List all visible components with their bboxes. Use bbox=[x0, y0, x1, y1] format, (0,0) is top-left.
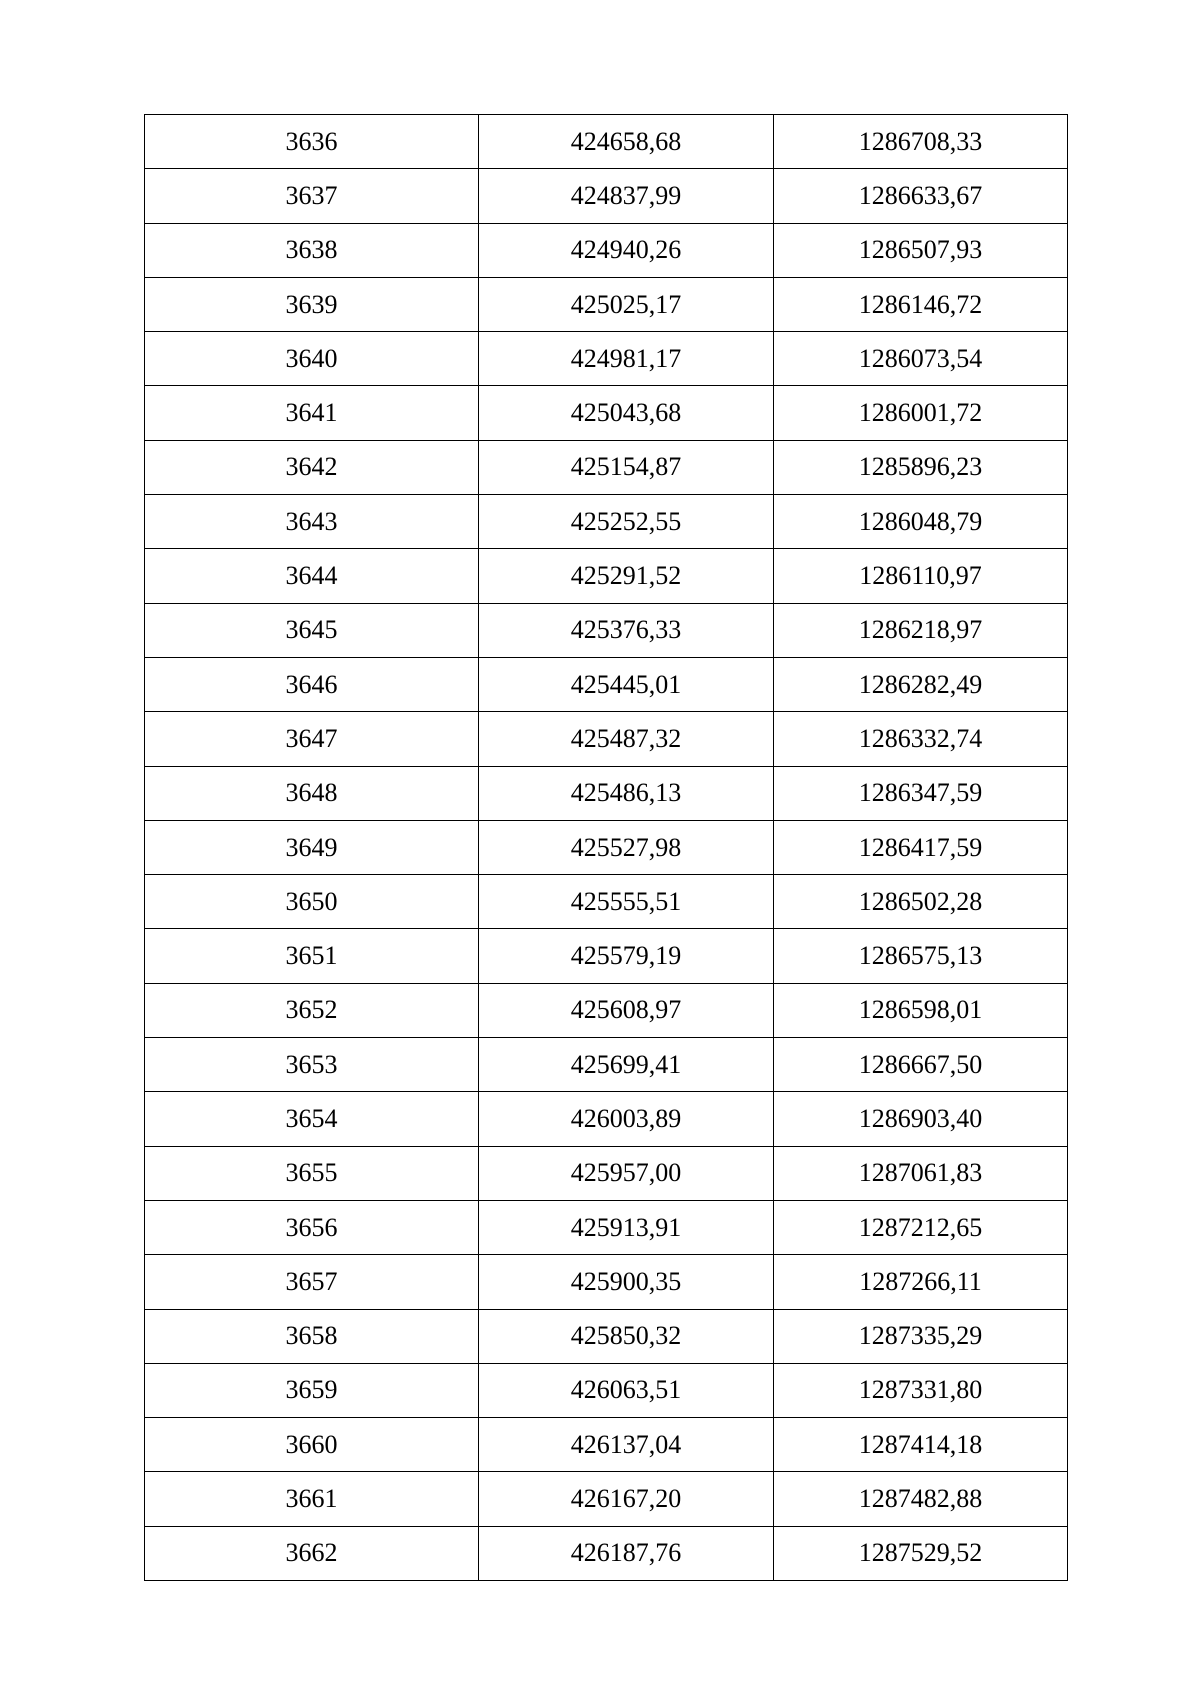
y-coordinate-cell: 1286110,97 bbox=[774, 549, 1068, 603]
coordinates-table-body bbox=[145, 115, 1068, 1581]
x-coordinate-cell: 425850,32 bbox=[479, 1309, 774, 1363]
x-coordinate-cell: 425445,01 bbox=[479, 657, 774, 711]
point-number-cell: 3658 bbox=[145, 1309, 479, 1363]
point-number-cell: 3643 bbox=[145, 495, 479, 549]
table-row bbox=[145, 332, 1068, 386]
table-row bbox=[145, 766, 1068, 820]
y-coordinate-cell: 1286598,01 bbox=[774, 983, 1068, 1037]
y-coordinate-cell: 1287482,88 bbox=[774, 1472, 1068, 1526]
table-row bbox=[145, 929, 1068, 983]
point-number-cell: 3654 bbox=[145, 1092, 479, 1146]
x-coordinate-cell: 425376,33 bbox=[479, 603, 774, 657]
table-row bbox=[145, 440, 1068, 494]
table-row bbox=[145, 875, 1068, 929]
table-row bbox=[145, 386, 1068, 440]
point-number-cell: 3636 bbox=[145, 115, 479, 169]
table-row bbox=[145, 820, 1068, 874]
point-number-cell: 3659 bbox=[145, 1363, 479, 1417]
point-number-cell: 3642 bbox=[145, 440, 479, 494]
x-coordinate-cell: 425043,68 bbox=[479, 386, 774, 440]
table-row bbox=[145, 657, 1068, 711]
point-number-cell: 3650 bbox=[145, 875, 479, 929]
y-coordinate-cell: 1286708,33 bbox=[774, 115, 1068, 169]
y-coordinate-cell: 1286218,97 bbox=[774, 603, 1068, 657]
x-coordinate-cell: 425579,19 bbox=[479, 929, 774, 983]
y-coordinate-cell: 1286048,79 bbox=[774, 495, 1068, 549]
y-coordinate-cell: 1287335,29 bbox=[774, 1309, 1068, 1363]
point-number-cell: 3661 bbox=[145, 1472, 479, 1526]
point-number-cell: 3660 bbox=[145, 1418, 479, 1472]
x-coordinate-cell: 425154,87 bbox=[479, 440, 774, 494]
y-coordinate-cell: 1286146,72 bbox=[774, 277, 1068, 331]
table-row bbox=[145, 277, 1068, 331]
x-coordinate-cell: 425900,35 bbox=[479, 1255, 774, 1309]
point-number-cell: 3653 bbox=[145, 1038, 479, 1092]
table-row bbox=[145, 1526, 1068, 1580]
y-coordinate-cell: 1286347,59 bbox=[774, 766, 1068, 820]
y-coordinate-cell: 1286073,54 bbox=[774, 332, 1068, 386]
coordinates-table bbox=[144, 114, 1068, 1581]
y-coordinate-cell: 1286001,72 bbox=[774, 386, 1068, 440]
table-row bbox=[145, 1363, 1068, 1417]
table-row bbox=[145, 1092, 1068, 1146]
x-coordinate-cell: 425527,98 bbox=[479, 820, 774, 874]
point-number-cell: 3638 bbox=[145, 223, 479, 277]
x-coordinate-cell: 424837,99 bbox=[479, 169, 774, 223]
table-row bbox=[145, 169, 1068, 223]
x-coordinate-cell: 425555,51 bbox=[479, 875, 774, 929]
y-coordinate-cell: 1287212,65 bbox=[774, 1200, 1068, 1254]
table-row bbox=[145, 495, 1068, 549]
y-coordinate-cell: 1286667,50 bbox=[774, 1038, 1068, 1092]
y-coordinate-cell: 1286332,74 bbox=[774, 712, 1068, 766]
x-coordinate-cell: 425487,32 bbox=[479, 712, 774, 766]
y-coordinate-cell: 1286502,28 bbox=[774, 875, 1068, 929]
x-coordinate-cell: 426187,76 bbox=[479, 1526, 774, 1580]
x-coordinate-cell: 425025,17 bbox=[479, 277, 774, 331]
table-row bbox=[145, 1255, 1068, 1309]
y-coordinate-cell: 1287266,11 bbox=[774, 1255, 1068, 1309]
y-coordinate-cell: 1287414,18 bbox=[774, 1418, 1068, 1472]
point-number-cell: 3651 bbox=[145, 929, 479, 983]
table-row bbox=[145, 1309, 1068, 1363]
x-coordinate-cell: 425957,00 bbox=[479, 1146, 774, 1200]
table-row bbox=[145, 1038, 1068, 1092]
table-row bbox=[145, 603, 1068, 657]
table-row bbox=[145, 1146, 1068, 1200]
x-coordinate-cell: 426003,89 bbox=[479, 1092, 774, 1146]
y-coordinate-cell: 1286633,67 bbox=[774, 169, 1068, 223]
y-coordinate-cell: 1286575,13 bbox=[774, 929, 1068, 983]
y-coordinate-cell: 1286282,49 bbox=[774, 657, 1068, 711]
table-row bbox=[145, 712, 1068, 766]
point-number-cell: 3647 bbox=[145, 712, 479, 766]
point-number-cell: 3641 bbox=[145, 386, 479, 440]
x-coordinate-cell: 425252,55 bbox=[479, 495, 774, 549]
y-coordinate-cell: 1286903,40 bbox=[774, 1092, 1068, 1146]
x-coordinate-cell: 426063,51 bbox=[479, 1363, 774, 1417]
point-number-cell: 3639 bbox=[145, 277, 479, 331]
x-coordinate-cell: 425291,52 bbox=[479, 549, 774, 603]
point-number-cell: 3645 bbox=[145, 603, 479, 657]
y-coordinate-cell: 1285896,23 bbox=[774, 440, 1068, 494]
x-coordinate-cell: 424940,26 bbox=[479, 223, 774, 277]
table-row bbox=[145, 1200, 1068, 1254]
x-coordinate-cell: 426137,04 bbox=[479, 1418, 774, 1472]
table-row bbox=[145, 549, 1068, 603]
point-number-cell: 3648 bbox=[145, 766, 479, 820]
x-coordinate-cell: 425913,91 bbox=[479, 1200, 774, 1254]
point-number-cell: 3652 bbox=[145, 983, 479, 1037]
x-coordinate-cell: 425486,13 bbox=[479, 766, 774, 820]
point-number-cell: 3640 bbox=[145, 332, 479, 386]
x-coordinate-cell: 425699,41 bbox=[479, 1038, 774, 1092]
point-number-cell: 3656 bbox=[145, 1200, 479, 1254]
point-number-cell: 3646 bbox=[145, 657, 479, 711]
point-number-cell: 3657 bbox=[145, 1255, 479, 1309]
table-row bbox=[145, 223, 1068, 277]
point-number-cell: 3637 bbox=[145, 169, 479, 223]
y-coordinate-cell: 1286507,93 bbox=[774, 223, 1068, 277]
point-number-cell: 3644 bbox=[145, 549, 479, 603]
table-row bbox=[145, 1472, 1068, 1526]
table-row bbox=[145, 983, 1068, 1037]
y-coordinate-cell: 1287529,52 bbox=[774, 1526, 1068, 1580]
y-coordinate-cell: 1287331,80 bbox=[774, 1363, 1068, 1417]
y-coordinate-cell: 1286417,59 bbox=[774, 820, 1068, 874]
x-coordinate-cell: 424981,17 bbox=[479, 332, 774, 386]
y-coordinate-cell: 1287061,83 bbox=[774, 1146, 1068, 1200]
x-coordinate-cell: 424658,68 bbox=[479, 115, 774, 169]
point-number-cell: 3649 bbox=[145, 820, 479, 874]
point-number-cell: 3655 bbox=[145, 1146, 479, 1200]
x-coordinate-cell: 426167,20 bbox=[479, 1472, 774, 1526]
table-row bbox=[145, 115, 1068, 169]
point-number-cell: 3662 bbox=[145, 1526, 479, 1580]
x-coordinate-cell: 425608,97 bbox=[479, 983, 774, 1037]
table-row bbox=[145, 1418, 1068, 1472]
